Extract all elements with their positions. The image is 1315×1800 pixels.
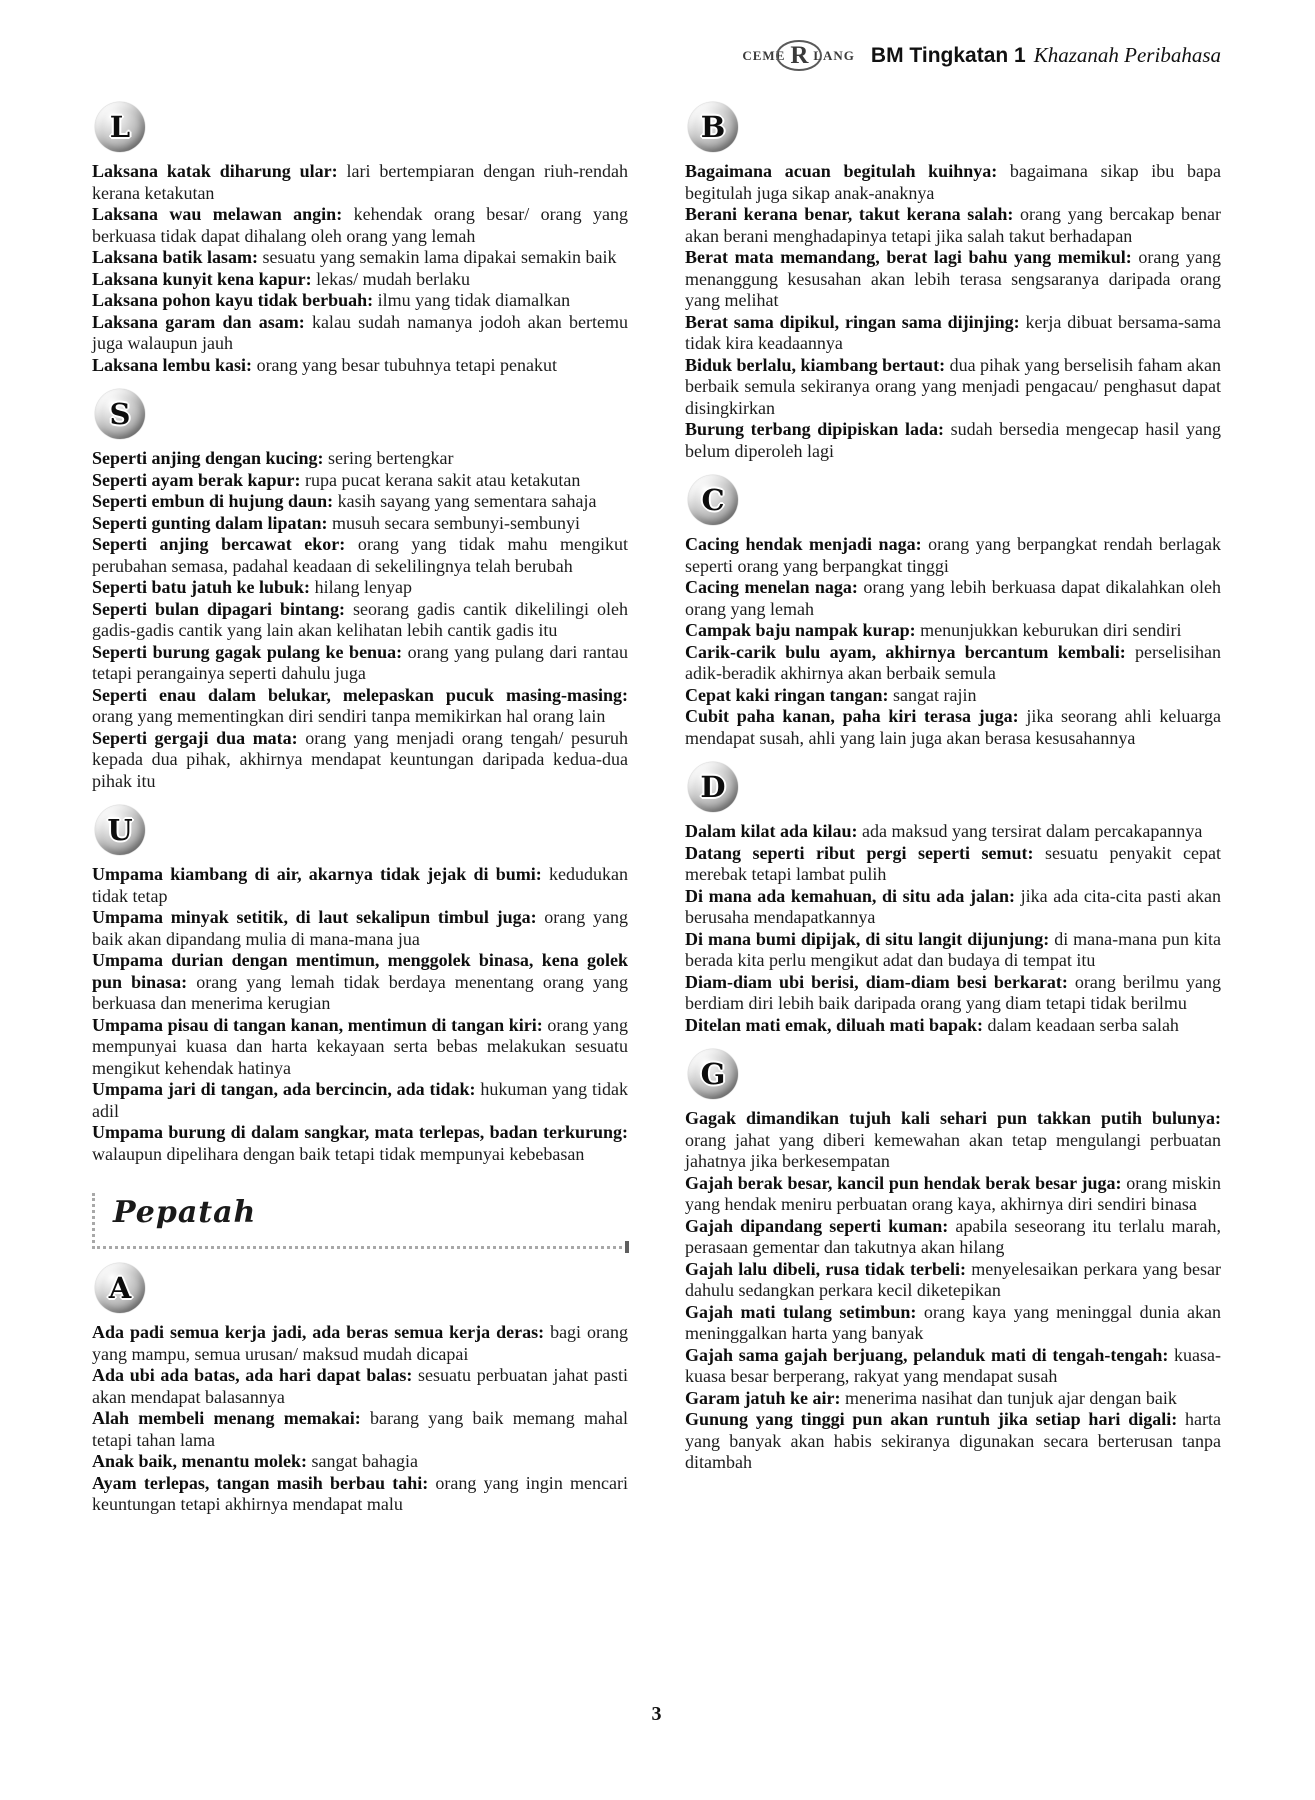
proverb-entry: Laksana pohon kayu tidak berbuah: ilmu yang tidak diamalkan <box>92 290 571 310</box>
proverb-term: Umpama burung di dalam sangkar, mata terlepas, badan terkurung: <box>92 1122 628 1142</box>
letter-badge-d <box>688 762 738 812</box>
letter-badge-s <box>95 389 145 439</box>
badge-letter-text: B <box>700 109 726 144</box>
proverb-entry: Di mana ada kemahuan, di situ ada jalan: jika ada cita-cita pasti akan berusaha mendapatkannya <box>685 885 1221 927</box>
chapter-title: Khazanah Peribahasa <box>1033 43 1221 67</box>
proverb-entry: Seperti gunting dalam lipatan: musuh secara sembunyi-sembunyi <box>92 512 580 533</box>
proverb-entry: Seperti embun di hujung daun: kasih sayang yang sementara sahaja <box>92 491 597 511</box>
proverb-entry: Umpama durian dengan mentimun, menggolek binasa, kena golek pun binasa: orang yang lemah tidak berdaya menentang orang yang berkuasa dan menerima kerugian <box>92 950 628 1013</box>
proverb-entry: Ada padi semua kerja jadi, ada beras semua kerja deras: bagi orang yang mampu, semua urusan/ maksud mudah dicapai <box>92 1322 628 1364</box>
proverb-entry: Gajah lalu dibeli, rusa tidak terbeli: menyelesaikan perkara yang besar dahulu sedangkan perkara kecil diketepikan <box>685 1258 1221 1300</box>
proverb-term: Cacing menelan naga: <box>685 577 858 597</box>
proverb-entry: Berat mata memandang, berat lagi bahu yang memikul: orang yang menanggung kesusahan akan lebih terasa sengsaranya daripada orang yang melihat <box>685 247 1221 310</box>
proverb-entry: Carik-carik bulu ayam, akhirnya bercantum kembali: perselisihan adik-beradik akhirnya akan berbaik semula <box>685 641 1221 683</box>
badge-letter-text: S <box>109 396 131 431</box>
badge-letter-text: G <box>700 1056 726 1091</box>
pepatah-section-title: Pepatah <box>113 1195 257 1230</box>
proverb-term: Laksana wau melawan angin: <box>92 204 343 224</box>
proverb-term: Campak baju nampak kurap: <box>685 620 916 640</box>
proverb-term: Laksana lembu kasi: <box>92 354 253 375</box>
letter-section-u <box>92 805 628 1165</box>
proverb-term: Seperti gunting dalam lipatan: <box>92 512 328 533</box>
proverb-entry: Gagak dimandikan tujuh kali sehari pun takkan putih bulunya: orang jahat yang diberi kemewahan akan tetap mengulangi perbuatan jahatnya jika berkesempatan <box>685 1108 1221 1171</box>
proverb-entry: Biduk berlalu, kiambang bertaut: dua pihak yang berselisih faham akan berbaik semula sekiranya orang yang menjadi pengacau/ penghasut dapat disingkirkan <box>685 354 1221 418</box>
logo-text-prefix: CEME <box>742 47 786 63</box>
proverb-entry: Seperti enau dalam belukar, melepaskan pucuk masing-masing: orang yang mementingkan diri sendiri tanpa memikirkan hal orang lain <box>92 684 628 726</box>
proverb-entry: Berani kerana benar, takut kerana salah: orang yang bercakap benar akan berani menghadapinya tetapi jika salah takut berhadapan <box>685 204 1221 246</box>
page-number: 3 <box>651 1703 662 1725</box>
proverb-term: Seperti batu jatuh ke lubuk: <box>92 577 311 597</box>
proverb-term: Berani kerana benar, takut kerana salah: <box>685 204 1014 224</box>
badge-letter-text: C <box>701 482 725 517</box>
proverb-entry: Umpama minyak setitik, di laut sekalipun timbul juga: orang yang baik akan dipandang mulia di mana-mana jua <box>92 907 628 949</box>
proverb-term: Berat sama dipikul, ringan sama dijinjing: <box>685 311 1020 332</box>
proverb-term: Laksana katak diharung ular: <box>92 161 338 181</box>
letter-badge-c <box>688 475 738 525</box>
proverb-term: Umpama durian dengan mentimun, menggolek binasa, kena golek pun binasa: <box>92 950 628 992</box>
proverb-term: Bagaimana acuan begitulah kuihnya: <box>685 161 998 181</box>
proverb-term: Garam jatuh ke air: <box>685 1387 841 1408</box>
proverb-term: Seperti bulan dipagari bintang: <box>92 598 346 619</box>
proverb-entry: Ada ubi ada batas, ada hari dapat balas: sesuatu perbuatan jahat pasti akan mendapat balasannya <box>92 1365 628 1407</box>
proverb-entry: Di mana bumi dipijak, di situ langit dijunjung: di mana-mana pun kita berada kita perlu mengikut adat dan budaya di tempat itu <box>685 928 1221 970</box>
proverb-term: Laksana pohon kayu tidak berbuah: <box>92 290 374 310</box>
proverb-entry: Umpama jari di tangan, ada bercincin, ada tidak: hukuman yang tidak adil <box>92 1079 628 1121</box>
proverb-entry: Umpama pisau di tangan kanan, mentimun di tangan kiri: orang yang mempunyai kuasa dan harta kekayaan serta bebas melakukan sesuatu mengikut kehendak hatinya <box>92 1014 628 1078</box>
proverb-term: Datang seperti ribut pergi seperti semut: <box>685 842 1034 863</box>
letter-badge-g <box>688 1049 738 1099</box>
proverb-term: Umpama pisau di tangan kanan, mentimun di tangan kiri: <box>92 1014 543 1035</box>
proverb-term: Seperti burung gagak pulang ke benua: <box>92 641 403 662</box>
proverb-term: Seperti anjing bercawat ekor: <box>92 534 346 554</box>
badge-letter-text: L <box>109 109 131 144</box>
badge-letter-text: U <box>107 812 133 847</box>
proverb-entry: Seperti gergaji dua mata: orang yang menjadi orang tengah/ pesuruh kepada dua pihak, akhirnya mendapat keuntungan daripada kedua-dua pihak itu <box>92 727 628 791</box>
proverb-term: Cepat kaki ringan tangan: <box>685 684 889 705</box>
proverb-term: Gajah lalu dibeli, rusa tidak terbeli: <box>685 1258 966 1279</box>
proverb-entry: Burung terbang dipipiskan lada: sudah bersedia mengecap hasil yang belum diperoleh lagi <box>685 419 1221 461</box>
proverb-term: Laksana garam dan asam: <box>92 311 305 332</box>
proverb-term: Dalam kilat ada kilau: <box>685 821 858 841</box>
proverb-entry: Laksana kunyit kena kapur: lekas/ mudah berlaku <box>92 268 471 289</box>
cemerlang-logo <box>742 40 855 71</box>
proverb-entry: Berat sama dipikul, ringan sama dijinjing: kerja dibuat bersama-sama tidak kira keadaannya <box>685 311 1221 353</box>
proverb-entry: Ayam terlepas, tangan masih berbau tahi: orang yang ingin mencari keuntungan tetapi akhirnya mendapat malu <box>92 1472 628 1514</box>
proverb-term: Gunung yang tinggi pun akan runtuh jika setiap hari digali: <box>685 1409 1178 1429</box>
proverb-term: Seperti gergaji dua mata: <box>92 727 298 748</box>
divider-end-cap <box>625 1241 629 1253</box>
proverb-entry: Cacing hendak menjadi naga: orang yang berpangkat rendah berlagak seperti orang yang berpangkat tinggi <box>685 534 1221 576</box>
letter-section-d <box>685 762 1221 1036</box>
proverb-entry: Ditelan mati emak, diluah mati bapak: dalam keadaan serba salah <box>685 1014 1179 1035</box>
proverb-term: Ditelan mati emak, diluah mati bapak: <box>685 1014 984 1035</box>
proverb-entry: Cacing menelan naga: orang yang lebih berkuasa dapat dikalahkan oleh orang yang lemah <box>685 577 1222 619</box>
proverb-entry: Dalam kilat ada kilau: ada maksud yang tersirat dalam percakapannya <box>685 821 1203 841</box>
proverb-term: Gajah mati tulang setimbun: <box>685 1301 917 1322</box>
proverb-entry: Seperti bulan dipagari bintang: seorang gadis cantik dikelilingi oleh gadis-gadis cantik yang lain akan kelihatan lebih cantik gadis itu <box>92 598 628 640</box>
proverb-entry: Garam jatuh ke air: menerima nasihat dan tunjuk ajar dengan baik <box>685 1387 1177 1408</box>
proverb-entry: Datang seperti ribut pergi seperti semut: sesuatu penyakit cepat merebak tetapi lambat pulih <box>685 842 1221 884</box>
proverb-term: Seperti anjing dengan kucing: <box>92 448 324 468</box>
proverb-entry: Laksana lembu kasi: orang yang besar tubuhnya tetapi penakut <box>92 354 557 375</box>
proverb-term: Ada padi semua kerja jadi, ada beras semua kerja deras: <box>92 1322 545 1342</box>
proverb-term: Seperti ayam berak kapur: <box>92 469 301 490</box>
letter-badge-a <box>95 1263 145 1313</box>
proverb-entry: Laksana katak diharung ular: lari bertempiaran dengan riuh-rendah kerana ketakutan <box>92 161 629 203</box>
proverb-term: Diam-diam ubi berisi, diam-diam besi berkarat: <box>685 971 1068 992</box>
page-header <box>92 40 1221 71</box>
proverb-term: Cubit paha kanan, paha kiri terasa juga: <box>685 706 1019 726</box>
proverb-entry: Diam-diam ubi berisi, diam-diam besi berkarat: orang berilmu yang berdiam diri lebih baik daripada orang yang diam tetapi tidak berilmu <box>685 971 1221 1013</box>
proverb-entry: Gajah sama gajah berjuang, pelanduk mati di tengah-tengah: kuasa-kuasa besar berperang, rakyat yang mendapat susah <box>685 1344 1222 1386</box>
proverb-entry: Campak baju nampak kurap: menunjukkan keburukan diri sendiri <box>685 620 1182 640</box>
proverb-entry: Laksana batik lasam: sesuatu yang semakin lama dipakai semakin baik <box>92 247 617 267</box>
letter-section-b <box>685 102 1221 462</box>
proverb-term: Seperti embun di hujung daun: <box>92 491 334 511</box>
proverb-term: Burung terbang dipipiskan lada: <box>685 419 944 439</box>
right-column <box>685 100 1221 1474</box>
letter-badge-u <box>95 805 145 855</box>
proverb-term: Gajah berak besar, kancil pun hendak berak besar juga: <box>685 1172 1122 1193</box>
proverb-entry: Seperti ayam berak kapur: rupa pucat kerana sakit atau ketakutan <box>92 469 581 490</box>
proverb-entry: Seperti burung gagak pulang ke benua: orang yang pulang dari rantau tetapi perangainya seperti dahulu juga <box>92 641 628 683</box>
logo-r-ellipse: R <box>776 40 822 71</box>
proverb-term: Laksana batik lasam: <box>92 247 259 267</box>
proverb-entry: Seperti anjing dengan kucing: sering bertengkar <box>92 448 454 468</box>
letter-section-l <box>92 102 628 376</box>
letter-section-s <box>92 389 628 792</box>
letter-badge-l <box>95 102 145 152</box>
pepatah-section-divider <box>92 1193 628 1249</box>
proverb-entry: Seperti batu jatuh ke lubuk: hilang lenyap <box>92 577 413 597</box>
proverb-entry: Umpama burung di dalam sangkar, mata terlepas, badan terkurung: walaupun dipelihara dengan baik tetapi tidak mempunyai kebebasan <box>92 1122 628 1164</box>
badge-letter-text: A <box>108 1270 132 1305</box>
badge-letter-text: D <box>700 769 726 804</box>
proverb-term: Gagak dimandikan tujuh kali sehari pun takkan putih bulunya: <box>685 1108 1221 1128</box>
proverb-term: Laksana kunyit kena kapur: <box>92 268 312 289</box>
proverb-entry: Seperti anjing bercawat ekor: orang yang tidak mahu mengikut perubahan semasa, padahal keadaan di sekelilingnya telah berubah <box>92 534 628 576</box>
proverb-entry: Bagaimana acuan begitulah kuihnya: bagaimana sikap ibu bapa begitulah juga sikap anak-anaknya <box>685 161 1222 203</box>
proverb-entry: Gajah berak besar, kancil pun hendak berak besar juga: orang miskin yang hendak meniru perbuatan orang kaya, akhirnya diri sendiri binasa <box>685 1172 1222 1214</box>
proverb-term: Carik-carik bulu ayam, akhirnya bercantum kembali: <box>685 641 1126 662</box>
proverb-entry: Cubit paha kanan, paha kiri terasa juga: jika seorang ahli keluarga mendapat susah, ahli yang lain juga akan berasa kesusahannya <box>685 706 1221 748</box>
proverb-entry: Alah membeli menang memakai: barang yang baik memang mahal tetapi tahan lama <box>92 1408 628 1450</box>
proverb-entry: Laksana garam dan asam: kalau sudah namanya jodoh akan bertemu juga walaupun jauh <box>92 311 628 353</box>
proverb-term: Cacing hendak menjadi naga: <box>685 534 922 554</box>
proverb-entry: Laksana wau melawan angin: kehendak orang besar/ orang yang berkuasa tidak dapat dihalang oleh orang yang lemah <box>92 204 628 246</box>
proverb-entry: Gunung yang tinggi pun akan runtuh jika setiap hari digali: harta yang banyak akan habis sekiranya digunakan secara berterusan tanpa ditambah <box>685 1409 1221 1472</box>
proverb-term: Umpama minyak setitik, di laut sekalipun timbul juga: <box>92 907 537 927</box>
left-column <box>92 100 628 1516</box>
proverb-term: Umpama kiambang di air, akarnya tidak jejak di bumi: <box>92 864 542 884</box>
proverb-term: Berat mata memandang, berat lagi bahu yang memikul: <box>685 247 1132 267</box>
proverb-term: Di mana ada kemahuan, di situ ada jalan: <box>685 885 1015 906</box>
proverb-term: Gajah dipandang seperti kuman: <box>685 1215 949 1236</box>
proverb-term: Biduk berlalu, kiambang bertaut: <box>685 354 946 375</box>
proverb-term: Umpama jari di tangan, ada bercincin, ada tidak: <box>92 1079 476 1099</box>
proverb-entry: Cepat kaki ringan tangan: sangat rajin <box>685 684 977 705</box>
proverb-entry: Anak baik, menantu molek: sangat bahagia <box>92 1451 418 1471</box>
letter-badge-b <box>688 102 738 152</box>
letter-section-a <box>92 1263 628 1516</box>
letter-section-g <box>685 1049 1221 1474</box>
proverb-entry: Umpama kiambang di air, akarnya tidak jejak di bumi: kedudukan tidak tetap <box>92 864 628 906</box>
proverb-term: Alah membeli menang memakai: <box>92 1408 361 1428</box>
proverb-term: Di mana bumi dipijak, di situ langit dijunjung: <box>685 928 1050 949</box>
proverb-entry: Gajah dipandang seperti kuman: apabila seseorang itu terlalu marah, perasaan gementar dan takutnya akan hilang <box>685 1215 1221 1257</box>
proverb-term: Ada ubi ada batas, ada hari dapat balas: <box>92 1365 413 1385</box>
letter-section-c <box>685 475 1221 749</box>
proverb-term: Ayam terlepas, tangan masih berbau tahi: <box>92 1472 429 1493</box>
proverb-term: Seperti enau dalam belukar, melepaskan pucuk masing-masing: <box>92 684 628 705</box>
proverb-entry: Gajah mati tulang setimbun: orang kaya yang meninggal dunia akan meninggalkan harta yang banyak <box>685 1301 1222 1343</box>
logo-text-suffix: LANG <box>813 47 855 63</box>
book-title: BM Tingkatan 1 <box>870 43 1026 67</box>
proverb-term: Anak baik, menantu molek: <box>92 1451 308 1471</box>
proverb-term: Gajah sama gajah berjuang, pelanduk mati di tengah-tengah: <box>685 1344 1169 1365</box>
